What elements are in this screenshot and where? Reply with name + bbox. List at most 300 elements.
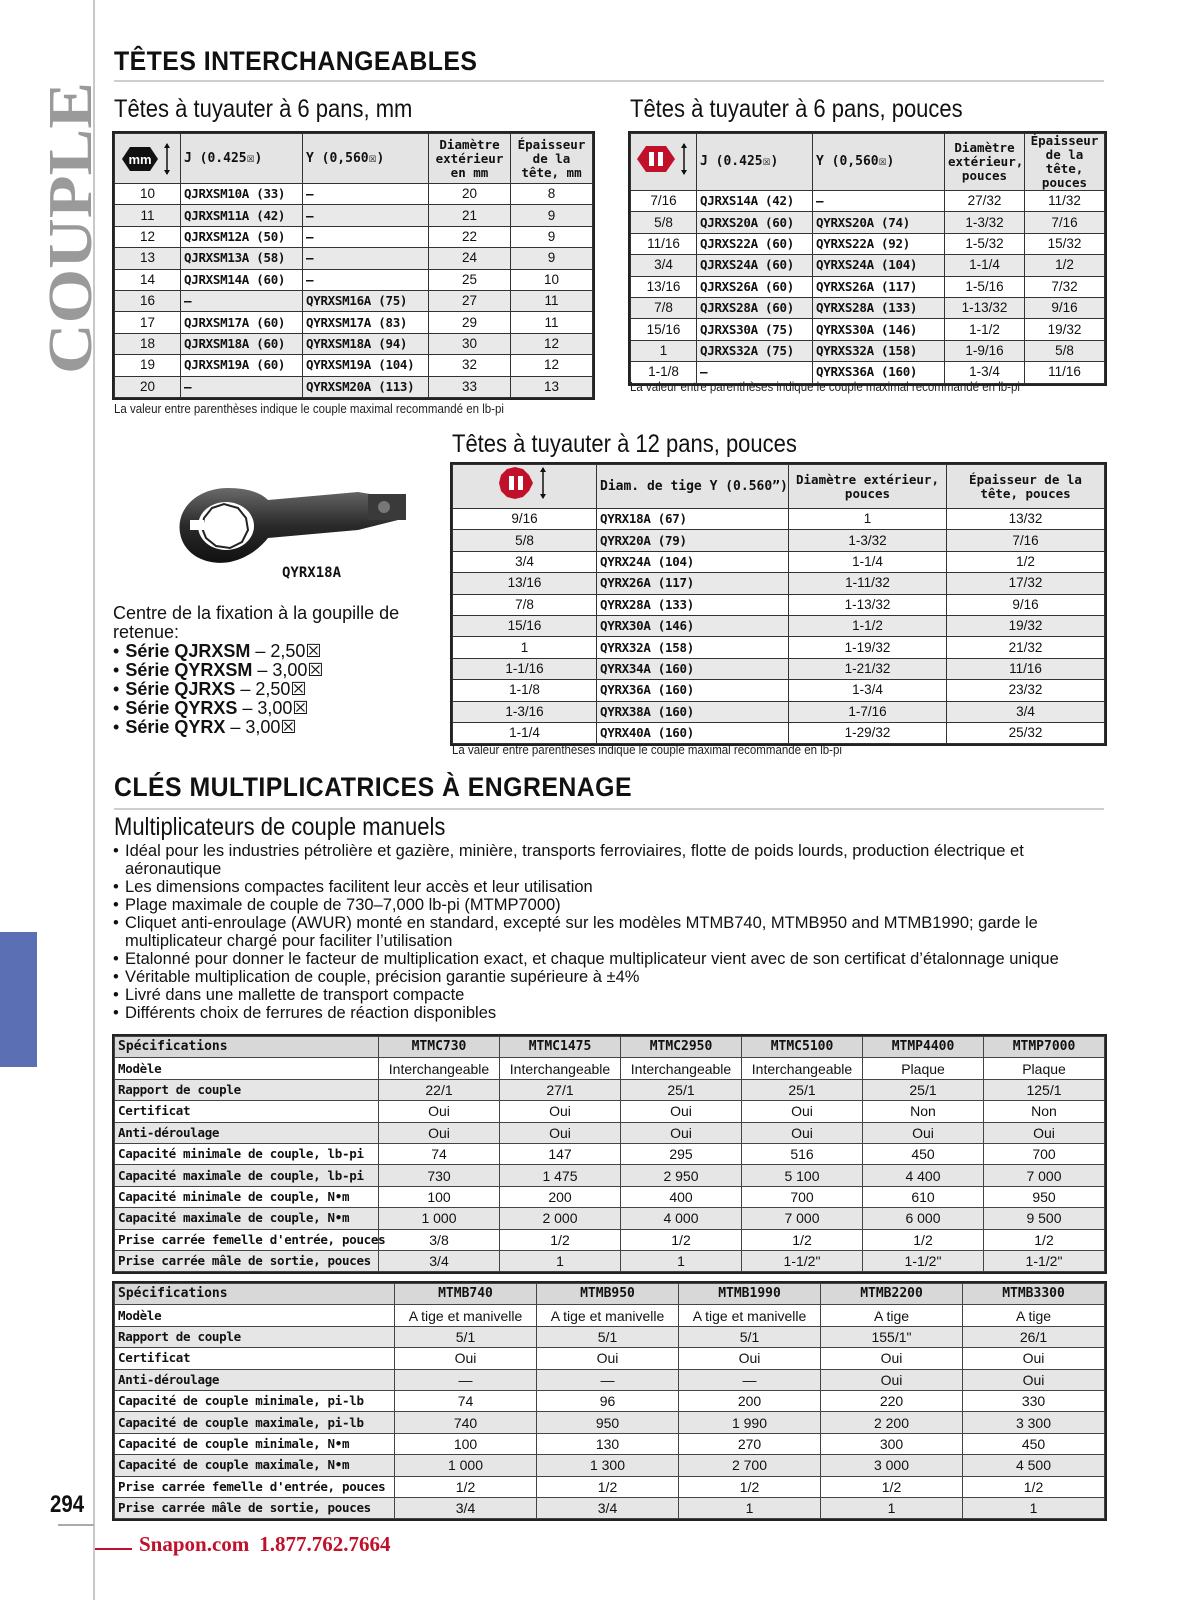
page-number-rule (58, 1524, 94, 1526)
inch12-col-y: Diam. de tige Y (0.560”) (597, 465, 789, 509)
feature-bullet: • Plage maximale de couple de 730–7,000 lb-pi (MTMP7000) (113, 896, 1103, 914)
inch6-badge-cell (631, 134, 697, 191)
spec1-cell: 3/4 (379, 1250, 500, 1271)
inch12-cell-diam: 1-3/4 (789, 680, 947, 701)
mm-cell-y: — (303, 184, 429, 205)
mm-cell-diam: 27 (429, 290, 511, 311)
spec1-cell: Interchangeable (379, 1058, 500, 1079)
spec1-cell: 1-1/2" (984, 1250, 1105, 1271)
spec2-row (115, 1476, 1105, 1497)
spec2-cell: — (679, 1369, 821, 1390)
spec1-cell: 295 (621, 1143, 742, 1164)
spec1-header-cell: MTMP7000 (984, 1037, 1105, 1058)
inch6-cell-size: 3/4 (631, 255, 697, 276)
pin-series-value: – 3,00☒ (252, 660, 324, 680)
spec2-header-cell: MTMB950 (537, 1284, 679, 1305)
footer-phone: 1.877.762.7664 (259, 1532, 391, 1556)
mm-cell-thick: 10 (511, 269, 593, 290)
inch12-table-row (453, 701, 1105, 722)
inch6-cell-j: QJRXS28A (60) (697, 297, 813, 318)
inch6-cell-diam: 1-1/4 (945, 255, 1025, 276)
spec2-cell: 300 (821, 1433, 963, 1454)
page-number: 294 (50, 1491, 85, 1518)
spec2-cell: 1 (821, 1497, 963, 1518)
mm-cell-y: QYRXSM20A (113) (303, 376, 429, 397)
inch12-cell-thick: 17/32 (947, 573, 1105, 594)
pin-series-value: – 2,50☒ (250, 641, 322, 661)
spec2-cell: 330 (963, 1390, 1105, 1411)
inch12-cell-thick: 11/16 (947, 658, 1105, 679)
spec1-cell: 4 400 (863, 1165, 984, 1186)
inch6-cell-size: 5/8 (631, 212, 697, 233)
inch12-cell-y: QYRX24A (104) (597, 551, 789, 572)
spec1-row-label: Modèle (115, 1058, 379, 1079)
spec2-cell: Oui (395, 1348, 537, 1369)
spec2-cell: A tige (821, 1305, 963, 1326)
spec1-cell: 1-1/2" (863, 1250, 984, 1271)
spec2-cell: A tige et manivelle (395, 1305, 537, 1326)
inch12-cell-diam: 1-13/32 (789, 594, 947, 615)
mm-table-row (115, 376, 593, 397)
mm-cell-y: — (303, 248, 429, 269)
spec2-row-label: Anti-déroulage (115, 1369, 395, 1390)
spec1-row (115, 1250, 1105, 1271)
spec1-header-cell: MTMP4400 (863, 1037, 984, 1058)
spec1-row (115, 1165, 1105, 1186)
inch6-cell-size: 15/16 (631, 319, 697, 340)
mm-cell-diam: 29 (429, 312, 511, 333)
spec1-cell: 147 (500, 1143, 621, 1164)
flare-nut-head-illustration (168, 478, 422, 578)
feature-bullet: • Livré dans une mallette de transport compacte (113, 986, 1103, 1004)
feature-bullet: • Idéal pour les industries pétrolière et gazière, minière, transports ferroviaires, flotte de poids lourds, production électrique et aéronautique (113, 842, 1103, 878)
spec2-cell: 2 700 (679, 1455, 821, 1476)
inch12-col-diam: Diamètre extérieur, pouces (789, 465, 947, 509)
inch12-cell-diam: 1-29/32 (789, 722, 947, 743)
spec1-cell: 25/1 (621, 1079, 742, 1100)
spec1-cell: Oui (742, 1101, 863, 1122)
inch12-cell-size: 1-3/16 (453, 701, 597, 722)
spec1-row-label: Anti-déroulage (115, 1122, 379, 1143)
mm-cell-y: QYRXSM17A (83) (303, 312, 429, 333)
inch6-table-note: La valeur entre parenthèses indique le couple maximal recommandé en lb-pi (630, 380, 1020, 394)
mm-cell-y: — (303, 269, 429, 290)
spec2-cell: A tige (963, 1305, 1105, 1326)
inch12-cell-y: QYRX28A (133) (597, 594, 789, 615)
pin-series-name: Série QYRX (125, 717, 226, 737)
inch12-cell-size: 1-1/8 (453, 680, 597, 701)
spec1-cell: Oui (379, 1101, 500, 1122)
inch6-table-row (631, 233, 1105, 254)
spec2-cell: — (395, 1369, 537, 1390)
inch12-cell-size: 3/4 (453, 551, 597, 572)
spec1-cell: 1/2 (621, 1229, 742, 1250)
inch6-cell-size: 7/16 (631, 191, 697, 212)
spec1-cell: Oui (500, 1101, 621, 1122)
inch12-cell-y: QYRX32A (158) (597, 637, 789, 658)
spec1-cell: 125/1 (984, 1079, 1105, 1100)
inch12-cell-y: QYRX18A (67) (597, 509, 789, 530)
inch6-cell-diam: 1-3/4 (945, 362, 1025, 383)
pin-center-list (113, 642, 423, 737)
spec2-cell: 1/2 (963, 1476, 1105, 1497)
inch6-cell-thick: 11/16 (1025, 362, 1105, 383)
spec2-row (115, 1433, 1105, 1454)
mm-cell-thick: 11 (511, 290, 593, 311)
inch12-cell-diam: 1-1/4 (789, 551, 947, 572)
spec2-row (115, 1305, 1105, 1326)
spec1-cell: Interchangeable (500, 1058, 621, 1079)
twelve-point-socket-icon (497, 465, 553, 501)
spec-table-1 (114, 1036, 1105, 1272)
inch6-cell-thick: 7/16 (1025, 212, 1105, 233)
mm-cell-thick: 13 (511, 376, 593, 397)
inch6-cell-j: QJRXS22A (60) (697, 233, 813, 254)
product-image (168, 478, 422, 578)
spec2-cell: 74 (395, 1390, 537, 1411)
spec1-row-label: Capacité minimale de couple, lb-pi (115, 1143, 379, 1164)
pin-center-item (113, 680, 423, 699)
inch12-table-header (453, 465, 1105, 509)
inch12-table-row (453, 573, 1105, 594)
inch6-cell-diam: 27/32 (945, 191, 1025, 212)
spec2-cell: A tige et manivelle (679, 1305, 821, 1326)
inch12-table-row (453, 530, 1105, 551)
inch12-table-row (453, 594, 1105, 615)
mm-badge-cell (115, 134, 181, 184)
spec1-header-cell: MTMC2950 (621, 1037, 742, 1058)
mm-table (114, 133, 593, 398)
inch12-table (452, 464, 1105, 744)
mm-table-row (115, 355, 593, 376)
pin-series-value: – 2,50☒ (235, 679, 307, 699)
inch6-cell-thick: 11/32 (1025, 191, 1105, 212)
spec-table-2 (114, 1283, 1105, 1519)
spec1-header-cell: MTMC5100 (742, 1037, 863, 1058)
mm-table-header (115, 134, 593, 184)
spec2-cell: 950 (537, 1412, 679, 1433)
spec2-cell: 1/2 (537, 1476, 679, 1497)
inch12-cell-thick: 9/16 (947, 594, 1105, 615)
spec2-cell: 3/4 (537, 1497, 679, 1518)
spec2-cell: 2 200 (821, 1412, 963, 1433)
inch6-cell-thick: 19/32 (1025, 319, 1105, 340)
pin-center-intro: Centre de la fixation à la goupille de retenue: (113, 603, 400, 642)
inch6-col-diam: Diamètre extérieur, pouces (945, 134, 1025, 191)
inch6-cell-j: — (697, 362, 813, 383)
spec1-cell: Non (984, 1101, 1105, 1122)
inch6-cell-thick: 9/16 (1025, 297, 1105, 318)
spec1-row-label: Prise carrée mâle de sortie, pouces (115, 1250, 379, 1271)
mm-cell-thick: 11 (511, 312, 593, 333)
inch12-table-row (453, 680, 1105, 701)
spec2-header-cell: MTMB3300 (963, 1284, 1105, 1305)
spec2-cell: 1 (679, 1497, 821, 1518)
spec1-header-cell: MTMC730 (379, 1037, 500, 1058)
inch12-cell-thick: 19/32 (947, 615, 1105, 636)
inch6-cell-y: QYRXS22A (92) (813, 233, 945, 254)
mm-cell-j: QJRXSM18A (60) (181, 333, 303, 354)
feature-bullet: • Les dimensions compactes facilitent leur accès et leur utilisation (113, 878, 1103, 896)
spec2-cell: 3/4 (395, 1497, 537, 1518)
mm-cell-thick: 9 (511, 226, 593, 247)
inch12-cell-size: 13/16 (453, 573, 597, 594)
spec2-cell: 740 (395, 1412, 537, 1433)
inch12-cell-thick: 13/32 (947, 509, 1105, 530)
inch6-cell-y: QYRXS28A (133) (813, 297, 945, 318)
inch12-cell-y: QYRX34A (160) (597, 658, 789, 679)
inch6-cell-y: QYRXS26A (117) (813, 276, 945, 297)
footer-site-link[interactable]: Snapon.com (139, 1532, 250, 1556)
spec-table-2-header (115, 1284, 1105, 1305)
spec2-cell: 1 000 (395, 1455, 537, 1476)
inch12-cell-thick: 23/32 (947, 680, 1105, 701)
spec2-cell: 96 (537, 1390, 679, 1411)
section-rule-2 (114, 808, 1104, 810)
inch6-cell-size: 1 (631, 340, 697, 361)
inch6-cell-y: QYRXS36A (160) (813, 362, 945, 383)
spec1-cell: 9 500 (984, 1208, 1105, 1229)
spec1-cell: 2 000 (500, 1208, 621, 1229)
mm-table-title: Têtes à tuyauter à 6 pans, mm (114, 95, 413, 123)
mm-cell-size: 11 (115, 205, 181, 226)
inch12-cell-thick: 3/4 (947, 701, 1105, 722)
spec2-cell: 5/1 (537, 1326, 679, 1347)
spec1-cell: 1 000 (379, 1208, 500, 1229)
spec1-cell: 1/2 (742, 1229, 863, 1250)
mm-cell-diam: 20 (429, 184, 511, 205)
inch12-cell-size: 1-1/4 (453, 722, 597, 743)
inch6-cell-j: QJRXS26A (60) (697, 276, 813, 297)
spec2-cell: — (537, 1369, 679, 1390)
spec2-row-label: Prise carrée mâle de sortie, pouces (115, 1497, 395, 1518)
spec2-row-label: Modèle (115, 1305, 395, 1326)
mm-cell-size: 18 (115, 333, 181, 354)
spec1-cell: Oui (863, 1122, 984, 1143)
inch12-cell-y: QYRX30A (146) (597, 615, 789, 636)
mm-cell-j: QJRXSM12A (50) (181, 226, 303, 247)
inch12-cell-size: 1 (453, 637, 597, 658)
feature-bullet: • Etalonné pour donner le facteur de multiplication exact, et chaque multiplicateur vient avec de son certificat d’étalonnage unique (113, 950, 1103, 968)
spec2-header-cell: MTMB1990 (679, 1284, 821, 1305)
mm-col-y: Y (0,560☒) (303, 134, 429, 184)
spec2-header-cell: MTMB740 (395, 1284, 537, 1305)
spec2-cell: 270 (679, 1433, 821, 1454)
spec1-cell: Oui (621, 1122, 742, 1143)
spec2-cell: 1/2 (821, 1476, 963, 1497)
section-title-multipliers: CLÉS MULTIPLICATRICES À ENGRENAGE (114, 772, 632, 802)
spec2-cell: 5/1 (679, 1326, 821, 1347)
mm-table-row (115, 184, 593, 205)
mm-table-row (115, 290, 593, 311)
spec1-cell: 22/1 (379, 1079, 500, 1100)
mm-cell-thick: 9 (511, 205, 593, 226)
spec1-cell: 950 (984, 1186, 1105, 1207)
inch12-table-row (453, 509, 1105, 530)
mm-cell-size: 14 (115, 269, 181, 290)
spec2-row-label: Capacité de couple maximale, N•m (115, 1455, 395, 1476)
mm-badge (120, 141, 176, 177)
inch6-cell-thick: 1/2 (1025, 255, 1105, 276)
spec1-cell: 1 475 (500, 1165, 621, 1186)
spec2-cell: Oui (821, 1348, 963, 1369)
pin-center-item (113, 718, 423, 737)
mm-col-thick: Épaisseur de la tête, mm (511, 134, 593, 184)
pin-center-item (113, 642, 423, 661)
spec2-cell: 450 (963, 1433, 1105, 1454)
mm-cell-size: 12 (115, 226, 181, 247)
six-point-socket-icon (636, 141, 692, 177)
inch6-table-row (631, 297, 1105, 318)
mm-cell-thick: 9 (511, 248, 593, 269)
inch12-cell-diam: 1-7/16 (789, 701, 947, 722)
spec1-cell: 3/8 (379, 1229, 500, 1250)
spec1-cell: 610 (863, 1186, 984, 1207)
inch6-cell-diam: 1-5/32 (945, 233, 1025, 254)
inch6-cell-diam: 1-13/32 (945, 297, 1025, 318)
spec2-row (115, 1412, 1105, 1433)
spec1-cell: 27/1 (500, 1079, 621, 1100)
mm-cell-y: QYRXSM19A (104) (303, 355, 429, 376)
inch12-table-row (453, 551, 1105, 572)
inch12-cell-diam: 1-19/32 (789, 637, 947, 658)
side-section-word (37, 78, 105, 374)
mm-cell-j: QJRXSM14A (60) (181, 269, 303, 290)
mm-cell-size: 20 (115, 376, 181, 397)
mm-table-row (115, 226, 593, 247)
multipliers-subtitle: Multiplicateurs de couple manuels (114, 813, 446, 841)
inch12-cell-y: QYRX20A (79) (597, 530, 789, 551)
inch6-cell-thick: 15/32 (1025, 233, 1105, 254)
spec1-cell: 1 (500, 1250, 621, 1271)
spec1-cell: 1/2 (863, 1229, 984, 1250)
mm-cell-thick: 12 (511, 333, 593, 354)
inch12-cell-thick: 1/2 (947, 551, 1105, 572)
mm-table-row (115, 269, 593, 290)
pin-series-name: Série QJRXS (125, 679, 236, 699)
spec1-row (115, 1079, 1105, 1100)
inch12-table-row (453, 722, 1105, 743)
inch12-cell-diam: 1 (789, 509, 947, 530)
spec1-row-label: Capacité maximale de couple, N•m (115, 1208, 379, 1229)
inch6-cell-y: QYRXS30A (146) (813, 319, 945, 340)
pin-center-item (113, 661, 423, 680)
spec2-header-cell: Spécifications (115, 1284, 395, 1305)
mm-cell-thick: 12 (511, 355, 593, 376)
pin-series-value: – 3,00☒ (225, 717, 297, 737)
spec2-cell: 4 500 (963, 1455, 1105, 1476)
spec1-cell: 2 950 (621, 1165, 742, 1186)
spec2-cell: 220 (821, 1390, 963, 1411)
mm-col-diam: Diamètre extérieur en mm (429, 134, 511, 184)
inch12-table-row (453, 615, 1105, 636)
spec1-cell: 450 (863, 1143, 984, 1164)
spec2-cell: 3 300 (963, 1412, 1105, 1433)
spec2-cell: Oui (537, 1348, 679, 1369)
spec2-cell: 155/1" (821, 1326, 963, 1347)
feature-bullet: • Véritable multiplication de couple, précision garantie supérieure à ±4% (113, 968, 1103, 986)
section-rule (114, 80, 1104, 82)
mm-table-note: La valeur entre parenthèses indique le couple maximal recommandé en lb-pi (114, 402, 504, 416)
mm-cell-size: 19 (115, 355, 181, 376)
pin-center-block (113, 604, 423, 737)
inch12-table-row (453, 637, 1105, 658)
mm-cell-j: QJRXSM13A (58) (181, 248, 303, 269)
inch12-cell-size: 1-1/16 (453, 658, 597, 679)
spec1-cell: 7 000 (984, 1165, 1105, 1186)
spec1-row-label: Prise carrée femelle d'entrée, pouces (115, 1229, 379, 1250)
mm-cell-size: 16 (115, 290, 181, 311)
inch6-table-row (631, 212, 1105, 233)
spec2-cell: 1/2 (679, 1476, 821, 1497)
mm-cell-y: — (303, 226, 429, 247)
mm-cell-size: 13 (115, 248, 181, 269)
spec1-cell: 25/1 (742, 1079, 863, 1100)
mm-cell-diam: 33 (429, 376, 511, 397)
spec1-cell: Interchangeable (621, 1058, 742, 1079)
inch12-cell-size: 15/16 (453, 615, 597, 636)
inch12-cell-y: QYRX40A (160) (597, 722, 789, 743)
inch6-cell-diam: 1-1/2 (945, 319, 1025, 340)
inch6-cell-size: 13/16 (631, 276, 697, 297)
spec2-cell: Oui (821, 1369, 963, 1390)
spec1-row-label: Capacité maximale de couple, lb-pi (115, 1165, 379, 1186)
spec1-cell: 400 (621, 1186, 742, 1207)
mm-table-row (115, 333, 593, 354)
spec2-row-label: Certificat (115, 1348, 395, 1369)
spec2-cell: 1/2 (395, 1476, 537, 1497)
mm-table-row (115, 205, 593, 226)
inch6-table-title: Têtes à tuyauter à 6 pans, pouces (630, 95, 963, 123)
inch12-cell-size: 9/16 (453, 509, 597, 530)
pin-series-value: – 3,00☒ (237, 698, 309, 718)
spec1-cell: 5 100 (742, 1165, 863, 1186)
spec1-cell: 6 000 (863, 1208, 984, 1229)
spec2-cell: 1 990 (679, 1412, 821, 1433)
inch12-cell-diam: 1-11/32 (789, 573, 947, 594)
mm-table-row (115, 248, 593, 269)
pin-series-name: Série QJRXSM (125, 641, 251, 661)
mm-cell-y: QYRXSM16A (75) (303, 290, 429, 311)
pin-series-name: Série QYRXS (125, 698, 238, 718)
inch12-cell-size: 7/8 (453, 594, 597, 615)
spec2-cell: Oui (963, 1348, 1105, 1369)
inch12-cell-size: 5/8 (453, 530, 597, 551)
mm-socket-icon (120, 141, 176, 177)
inch12-cell-y: QYRX26A (117) (597, 573, 789, 594)
inch6-cell-diam: 1-3/32 (945, 212, 1025, 233)
spec1-cell: 100 (379, 1186, 500, 1207)
spec1-cell: 200 (500, 1186, 621, 1207)
spec1-header-cell: Spécifications (115, 1037, 379, 1058)
footer (139, 1532, 391, 1557)
inch12-table-row (453, 658, 1105, 679)
inch6-cell-y: QYRXS32A (158) (813, 340, 945, 361)
mm-cell-diam: 24 (429, 248, 511, 269)
inch6-table-row (631, 255, 1105, 276)
spec2-row (115, 1326, 1105, 1347)
inch6-table-row (631, 191, 1105, 212)
mm-col-j: J (0.425☒) (181, 134, 303, 184)
footer-rule (95, 1548, 132, 1550)
spec1-cell: 1 (621, 1250, 742, 1271)
spec1-row (115, 1186, 1105, 1207)
spec1-row-label: Rapport de couple (115, 1079, 379, 1100)
spec2-cell: 26/1 (963, 1326, 1105, 1347)
spec1-cell: 516 (742, 1143, 863, 1164)
spec2-cell: 100 (395, 1433, 537, 1454)
inch6-cell-j: QJRXS30A (75) (697, 319, 813, 340)
